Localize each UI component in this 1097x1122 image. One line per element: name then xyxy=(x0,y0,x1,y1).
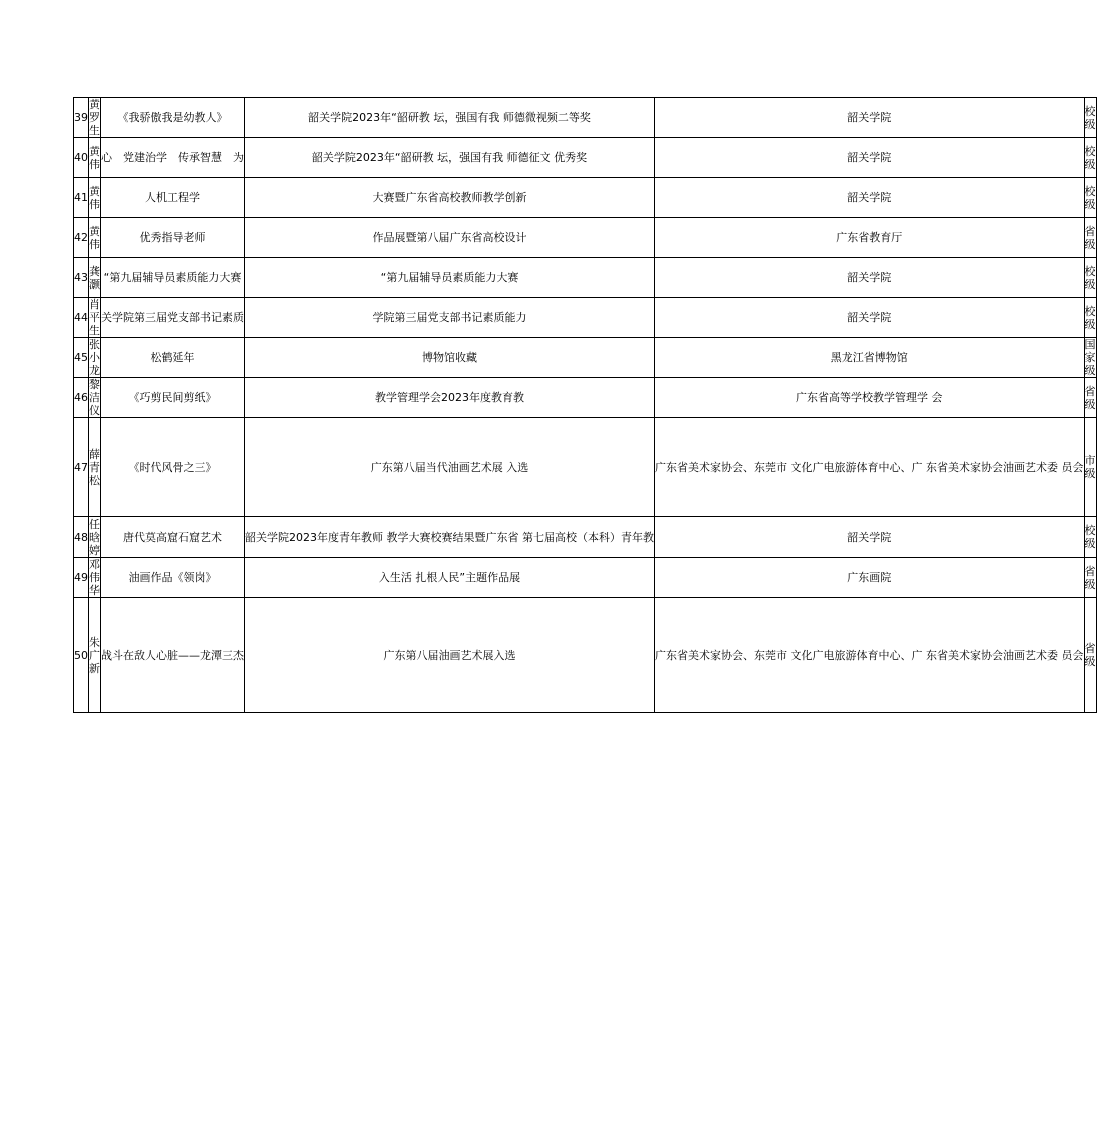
table-row xyxy=(74,378,1097,418)
award-level: 校级 xyxy=(1084,304,1096,331)
award-level-cell xyxy=(1084,378,1096,418)
person-name-cell xyxy=(89,138,101,178)
award-level-cell xyxy=(1084,298,1096,338)
person-name-cell xyxy=(89,98,101,138)
award-level-cell xyxy=(1084,558,1096,598)
award-level-cell xyxy=(1084,258,1096,298)
person-name: 薛青松 xyxy=(89,447,100,487)
row-number: 39 xyxy=(74,111,88,124)
row-number: 44 xyxy=(74,311,88,324)
row-number: 49 xyxy=(74,571,88,584)
person-name-cell xyxy=(89,298,101,338)
issuing-org: 韶关学院 xyxy=(847,111,892,124)
table-row xyxy=(74,517,1097,558)
issuing-org-cell xyxy=(655,218,1085,258)
person-name: 黄伟 xyxy=(89,184,100,211)
row-number-cell xyxy=(74,258,89,298)
person-name: 邓伟华 xyxy=(89,558,100,597)
award-level-cell xyxy=(1084,98,1096,138)
award-name: 广东第八届当代油画艺术展 入选 xyxy=(370,460,529,474)
award-name-cell xyxy=(245,178,655,218)
award-level: 市级 xyxy=(1084,454,1096,480)
issuing-org: 韶关学院 xyxy=(847,271,892,284)
issuing-org: 韶关学院 xyxy=(847,311,892,324)
table-row xyxy=(74,558,1097,598)
issuing-org: 广东画院 xyxy=(847,571,892,584)
award-level: 省级 xyxy=(1084,224,1096,251)
award-level-cell xyxy=(1084,218,1096,258)
award-level-cell xyxy=(1084,178,1096,218)
award-name: “第九届辅导员素质能力大赛 xyxy=(380,271,519,284)
row-number-cell xyxy=(74,298,89,338)
award-name-cell xyxy=(245,138,655,178)
row-number-cell xyxy=(74,178,89,218)
work-title: 唐代莫高窟石窟艺术 xyxy=(123,530,222,544)
issuing-org: 广东省高等学校教学管理学 会 xyxy=(796,391,943,404)
award-level-cell xyxy=(1084,138,1096,178)
person-name: 黄伟 xyxy=(89,224,100,251)
award-level: 校级 xyxy=(1084,264,1096,291)
work-title: 关学院第三届党支部书记素质 xyxy=(101,311,244,324)
person-name: 黄罗生 xyxy=(89,98,100,137)
issuing-org-cell xyxy=(655,598,1085,713)
row-number: 47 xyxy=(74,460,88,474)
issuing-org: 黑龙江省博物馆 xyxy=(830,351,908,364)
person-name-cell xyxy=(89,418,101,517)
award-level: 校级 xyxy=(1084,524,1096,550)
award-name: 韶关学院2023年度青年教师 教学大赛校赛结果暨广东省 第七届高校（本科）青年教 xyxy=(245,530,654,544)
row-number-cell xyxy=(74,218,89,258)
issuing-org-cell xyxy=(655,178,1085,218)
issuing-org: 韶关学院 xyxy=(847,191,892,204)
row-number: 48 xyxy=(74,530,88,544)
issuing-org-cell xyxy=(655,517,1085,558)
work-title-cell xyxy=(101,298,245,338)
issuing-org: 韶关学院 xyxy=(847,530,892,544)
person-name-cell xyxy=(89,598,101,713)
issuing-org-cell xyxy=(655,298,1085,338)
person-name: 龚灏 xyxy=(89,264,100,291)
work-title: 松鹤延年 xyxy=(150,351,195,364)
work-title-cell xyxy=(101,258,245,298)
person-name-cell xyxy=(89,378,101,418)
work-title: 心 党建治学 传承智慧 为 xyxy=(101,151,244,164)
work-title-cell xyxy=(101,138,245,178)
row-number: 43 xyxy=(74,271,88,284)
table-row xyxy=(74,418,1097,517)
award-name: 教学管理学会2023年度教育教 xyxy=(375,391,524,404)
issuing-org-cell xyxy=(655,378,1085,418)
table-row xyxy=(74,218,1097,258)
work-title: 《时代风骨之三》 xyxy=(128,460,217,474)
issuing-org-cell xyxy=(655,338,1085,378)
award-level-cell xyxy=(1084,418,1096,517)
award-level: 国家级 xyxy=(1084,338,1096,377)
award-name-cell xyxy=(245,218,655,258)
award-name-cell xyxy=(245,98,655,138)
work-title-cell xyxy=(101,558,245,598)
work-title: 油画作品《领岗》 xyxy=(128,571,217,584)
work-title-cell xyxy=(101,218,245,258)
award-level: 校级 xyxy=(1084,184,1096,211)
award-level: 省级 xyxy=(1084,384,1096,411)
person-name: 黄伟 xyxy=(89,144,100,171)
work-title: 战斗在敌人心脏——龙潭三杰 xyxy=(101,648,244,662)
row-number: 46 xyxy=(74,391,88,404)
work-title-cell xyxy=(101,338,245,378)
work-title-cell xyxy=(101,378,245,418)
person-name: 朱广新 xyxy=(89,635,100,675)
row-number-cell xyxy=(74,598,89,713)
award-name: 博物馆收藏 xyxy=(422,351,477,364)
awards-table xyxy=(73,97,1097,713)
row-number: 45 xyxy=(74,351,88,364)
award-level-cell xyxy=(1084,517,1096,558)
award-name: 作品展暨第八届广东省高校设计 xyxy=(372,231,527,244)
award-name-cell xyxy=(245,298,655,338)
person-name-cell xyxy=(89,178,101,218)
person-name: 肖平生 xyxy=(89,298,100,337)
issuing-org: 韶关学院 xyxy=(847,151,892,164)
award-name: 韶关学院2023年“韶研教 坛，强国有我 师德征文 优秀奖 xyxy=(311,151,588,164)
issuing-org-cell xyxy=(655,138,1085,178)
table-row xyxy=(74,298,1097,338)
row-number-cell xyxy=(74,517,89,558)
person-name-cell xyxy=(89,517,101,558)
work-title: 《巧剪民间剪纸》 xyxy=(128,391,217,404)
table-row xyxy=(74,178,1097,218)
work-title-cell xyxy=(101,178,245,218)
table-row xyxy=(74,338,1097,378)
issuing-org-cell xyxy=(655,258,1085,298)
award-name-cell xyxy=(245,378,655,418)
person-name-cell xyxy=(89,218,101,258)
row-number: 42 xyxy=(74,231,88,244)
work-title-cell xyxy=(101,98,245,138)
table-row xyxy=(74,98,1097,138)
award-level: 省级 xyxy=(1084,564,1096,591)
award-level-cell xyxy=(1084,598,1096,713)
table-row xyxy=(74,598,1097,713)
award-level: 校级 xyxy=(1084,144,1096,171)
award-name-cell xyxy=(245,598,655,713)
row-number: 50 xyxy=(74,648,88,662)
work-title: “第九届辅导员素质能力大赛 xyxy=(103,271,242,284)
issuing-org-cell xyxy=(655,98,1085,138)
award-level: 校级 xyxy=(1084,104,1096,131)
award-level: 省级 xyxy=(1084,642,1096,668)
award-name: 大赛暨广东省高校教师教学创新 xyxy=(372,191,527,204)
row-number-cell xyxy=(74,138,89,178)
award-name-cell xyxy=(245,517,655,558)
work-title-cell xyxy=(101,517,245,558)
award-name-cell xyxy=(245,338,655,378)
award-name-cell xyxy=(245,418,655,517)
work-title-cell xyxy=(101,418,245,517)
table-row xyxy=(74,258,1097,298)
issuing-org: 广东省教育厅 xyxy=(836,231,903,244)
work-title: 人机工程学 xyxy=(145,191,200,204)
issuing-org: 广东省美术家协会、东莞市 文化广电旅游体育中心、广 东省美术家协会油画艺术委 员会 xyxy=(655,460,1084,474)
person-name-cell xyxy=(89,558,101,598)
row-number-cell xyxy=(74,558,89,598)
issuing-org: 广东省美术家协会、东莞市 文化广电旅游体育中心、广 东省美术家协会油画艺术委 员会 xyxy=(655,648,1084,662)
award-name: 广东第八届油画艺术展入选 xyxy=(383,648,516,662)
person-name: 任晗婷 xyxy=(89,517,100,557)
award-name-cell xyxy=(245,258,655,298)
award-name-cell xyxy=(245,558,655,598)
work-title: 《我骄傲我是幼教人》 xyxy=(117,111,228,124)
award-name: 学院第三届党支部书记素质能力 xyxy=(372,311,527,324)
person-name: 黎洁仪 xyxy=(89,378,100,417)
row-number: 41 xyxy=(74,191,88,204)
row-number-cell xyxy=(74,378,89,418)
person-name-cell xyxy=(89,258,101,298)
award-name: 入生活 扎根人民”主题作品展 xyxy=(378,571,521,584)
table-body xyxy=(74,98,1097,713)
row-number-cell xyxy=(74,338,89,378)
person-name: 张小龙 xyxy=(89,338,100,377)
work-title: 优秀指导老师 xyxy=(139,231,206,244)
person-name-cell xyxy=(89,338,101,378)
row-number-cell xyxy=(74,418,89,517)
issuing-org-cell xyxy=(655,418,1085,517)
award-level-cell xyxy=(1084,338,1096,378)
table-row xyxy=(74,138,1097,178)
award-name: 韶关学院2023年“韶研教 坛，强国有我 师德微视频二等奖 xyxy=(308,111,591,124)
row-number: 40 xyxy=(74,151,88,164)
issuing-org-cell xyxy=(655,558,1085,598)
work-title-cell xyxy=(101,598,245,713)
row-number-cell xyxy=(74,98,89,138)
